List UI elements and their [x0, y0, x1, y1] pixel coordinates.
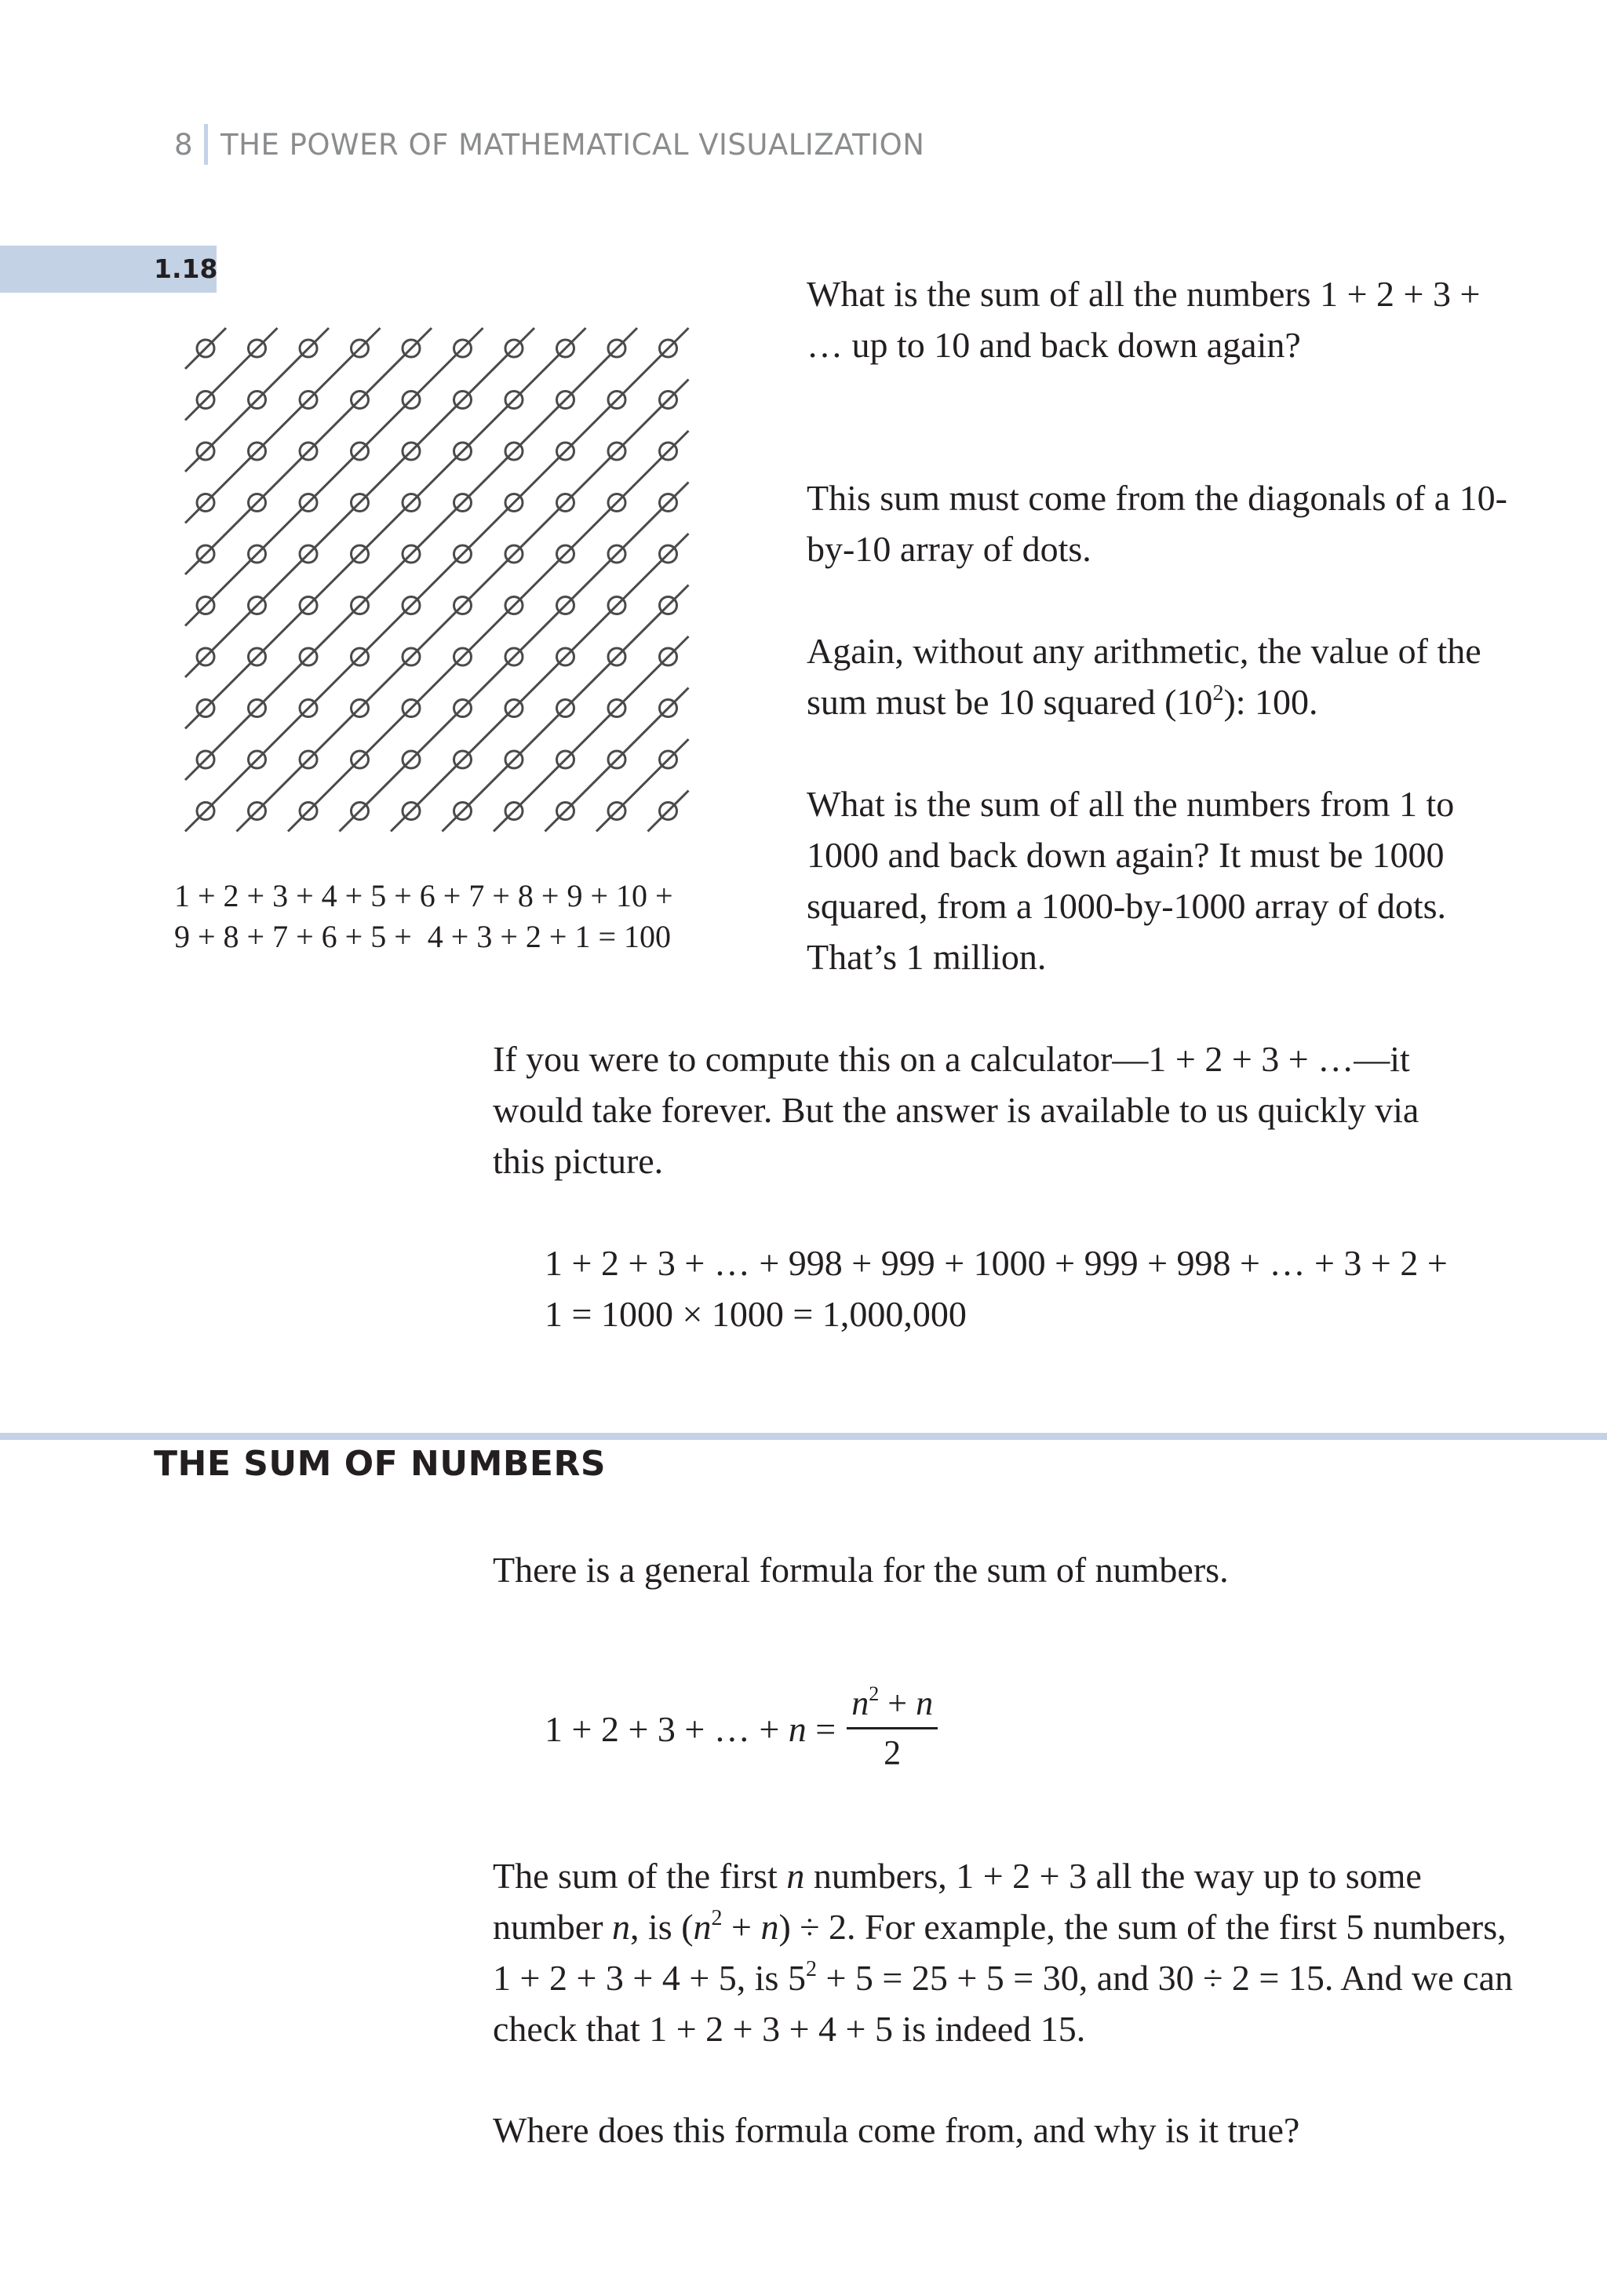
- explain-text-2: numbers, 1 + 2 + 3 all the way up to some number: [493, 1856, 1422, 1947]
- running-header: [174, 124, 924, 165]
- explain-text-3: , is (: [630, 1907, 694, 1947]
- diagonal-line: [185, 328, 586, 729]
- value-paragraph: [807, 625, 1513, 727]
- grid-dot: [300, 494, 317, 512]
- grid-dot: [557, 494, 574, 512]
- explain-n-2: n: [612, 1907, 631, 1947]
- grid-dot: [403, 700, 420, 717]
- grid-dot: [352, 443, 369, 460]
- numerator-plus: +: [879, 1683, 916, 1722]
- numerator-exponent: 2: [869, 1682, 880, 1705]
- grid-dot: [505, 751, 523, 768]
- grid-dot: [403, 545, 420, 563]
- grid-dot: [454, 648, 472, 665]
- grid-dot: [300, 340, 317, 357]
- grid-dot: [660, 392, 677, 409]
- grid-dot: [660, 597, 677, 614]
- explain-text-6: + 5 = 25 + 5 = 30, and 30 ÷ 2 = 15. And we can check that 1 + 2 + 3 + 4 + 5 is indeed 15.: [493, 1958, 1513, 2049]
- grid-dot: [557, 751, 574, 768]
- grid-dot: [352, 751, 369, 768]
- numerator-n-2: n: [916, 1683, 934, 1722]
- grid-dot: [608, 545, 625, 563]
- value-text: Again, without any arithmetic, the value of the sum must be 10 squared (10: [807, 631, 1481, 722]
- grid-dot: [249, 751, 266, 768]
- grid-dot: [608, 443, 625, 460]
- grid-dot: [249, 597, 266, 614]
- grid-dot: [249, 700, 266, 717]
- figure-caption: [174, 876, 723, 957]
- grid-dot: [352, 392, 369, 409]
- grid-dot: [505, 803, 523, 820]
- grid-dot: [660, 443, 677, 460]
- value-text-end: ): 100.: [1223, 682, 1318, 722]
- grid-dot: [197, 443, 214, 460]
- grid-dot: [403, 494, 420, 512]
- explain-exponent-1: 2: [711, 1906, 723, 1930]
- grid-dot: [505, 597, 523, 614]
- grid-dot: [608, 700, 625, 717]
- grid-dot: [557, 648, 574, 665]
- fraction-denominator: 2: [884, 1733, 902, 1772]
- million-paragraph: What is the sum of all the numbers from 1 to 1000 and back down again? It must be 1000 squared, from a 1000-by-1000 array of dots. That’s 1 million.: [807, 784, 1455, 977]
- intro-paragraph: There is a general formula for the sum of numbers.: [493, 1550, 1229, 1590]
- grid-dot: [505, 392, 523, 409]
- big-sum-equation: 1 + 2 + 3 + … + 998 + 999 + 1000 + 999 + 998 + … + 3 + 2 + 1 = 1000 × 1000 = 1,000,000: [545, 1243, 1448, 1334]
- diagonals-paragraph: This sum must come from the diagonals of a 10-by-10 array of dots.: [807, 478, 1508, 569]
- grid-dot: [249, 443, 266, 460]
- explain-text-1: The sum of the first: [493, 1856, 787, 1896]
- grid-dot: [197, 494, 214, 512]
- grid-dot: [249, 545, 266, 563]
- grid-dot: [557, 803, 574, 820]
- grid-dot: [197, 545, 214, 563]
- diagonal-line: [494, 636, 689, 832]
- formula-lhs: 1 + 2 + 3 + … +: [545, 1708, 789, 1749]
- header-divider: [204, 124, 208, 165]
- grid-dot: [300, 648, 317, 665]
- grid-dot: [608, 648, 625, 665]
- grid-dot: [557, 443, 574, 460]
- grid-dot: [608, 494, 625, 512]
- grid-dot: [557, 700, 574, 717]
- section-heading: THE SUM OF NUMBERS: [154, 1444, 607, 1484]
- grid-dot: [352, 340, 369, 357]
- grid-dot: [352, 545, 369, 563]
- grid-dot: [608, 597, 625, 614]
- formula-n: n: [788, 1708, 807, 1749]
- grid-dot: [403, 392, 420, 409]
- grid-dot: [300, 545, 317, 563]
- grid-dot: [352, 597, 369, 614]
- grid-dot: [660, 700, 677, 717]
- grid-dot: [300, 751, 317, 768]
- grid-dot: [249, 340, 266, 357]
- fraction-numerator: [847, 1682, 938, 1729]
- grid-dot: [608, 340, 625, 357]
- grid-dot: [300, 597, 317, 614]
- book-title: THE POWER OF MATHEMATICAL VISUALIZATION: [220, 127, 925, 162]
- grid-dot: [197, 597, 214, 614]
- grid-dot: [249, 803, 266, 820]
- figure-label: 1.18: [0, 246, 217, 293]
- grid-dot: [300, 700, 317, 717]
- grid-dot: [660, 545, 677, 563]
- grid-dot: [505, 648, 523, 665]
- section-divider: [0, 1433, 1607, 1440]
- grid-dot: [197, 648, 214, 665]
- formula-equals: =: [806, 1708, 836, 1749]
- grid-dot: [300, 803, 317, 820]
- explain-n-4: n: [760, 1907, 779, 1947]
- formula-fraction: [847, 1682, 938, 1773]
- grid-dot: [608, 751, 625, 768]
- explain-text-4: +: [722, 1907, 761, 1947]
- grid-dot: [454, 443, 472, 460]
- explain-n-3: n: [693, 1907, 712, 1947]
- grid-dot: [454, 751, 472, 768]
- grid-dot: [300, 443, 317, 460]
- grid-dot: [557, 392, 574, 409]
- grid-dot: [660, 648, 677, 665]
- grid-dot: [454, 803, 472, 820]
- grid-dot: [197, 751, 214, 768]
- exponent: 2: [1212, 681, 1224, 705]
- grid-dot: [403, 751, 420, 768]
- grid-dot: [454, 597, 472, 614]
- grid-dot: [352, 803, 369, 820]
- grid-dot: [454, 340, 472, 357]
- grid-dot: [197, 700, 214, 717]
- explain-text-5: ) ÷ 2. For example, the sum of the first 5 numbers, 1 + 2 + 3 + 4 + 5, is 5: [493, 1907, 1507, 1998]
- grid-dot: [352, 648, 369, 665]
- explain-n-1: n: [786, 1856, 805, 1896]
- grid-dot: [505, 545, 523, 563]
- grid-dot: [505, 494, 523, 512]
- grid-dot: [403, 443, 420, 460]
- explain-exponent-2: 2: [805, 1957, 817, 1981]
- grid-dot: [454, 700, 472, 717]
- grid-dot: [300, 392, 317, 409]
- diagonal-line: [288, 431, 689, 832]
- grid-dot: [403, 597, 420, 614]
- grid-dot: [660, 751, 677, 768]
- grid-dot: [352, 494, 369, 512]
- grid-dot: [403, 648, 420, 665]
- grid-dot: [197, 803, 214, 820]
- grid-dot: [197, 392, 214, 409]
- grid-dot: [454, 545, 472, 563]
- dot-array-figure: [171, 312, 695, 836]
- question-paragraph: What is the sum of all the numbers 1 + 2 + 3 + … up to 10 and back down again?: [807, 274, 1481, 365]
- grid-dot: [557, 597, 574, 614]
- grid-dot: [557, 545, 574, 563]
- grid-dot: [249, 494, 266, 512]
- grid-dot: [660, 494, 677, 512]
- sum-formula: [545, 1682, 938, 1772]
- grid-dot: [608, 392, 625, 409]
- grid-dot: [505, 443, 523, 460]
- grid-dot: [403, 803, 420, 820]
- grid-dot: [660, 340, 677, 357]
- grid-dot: [454, 392, 472, 409]
- grid-dot: [249, 648, 266, 665]
- grid-dot: [660, 803, 677, 820]
- grid-dot: [352, 700, 369, 717]
- caption-line-1: 1 + 2 + 3 + 4 + 5 + 6 + 7 + 8 + 9 + 10 +: [174, 878, 673, 913]
- grid-dot: [403, 340, 420, 357]
- grid-dot: [557, 340, 574, 357]
- grid-dot: [505, 700, 523, 717]
- grid-dot: [608, 803, 625, 820]
- explanation-paragraph: [493, 1850, 1513, 2054]
- page-number: 8: [174, 127, 194, 162]
- diagonal-line: [185, 328, 381, 523]
- caption-line-2: 9 + 8 + 7 + 6 + 5 + 4 + 3 + 2 + 1 = 100: [174, 919, 672, 954]
- calculator-paragraph: If you were to compute this on a calculator—1 + 2 + 3 + …—it would take forever. But the answer is available to us quickly via this picture.: [493, 1039, 1419, 1181]
- grid-dot: [454, 494, 472, 512]
- numerator-n: n: [851, 1683, 869, 1722]
- grid-dot: [249, 392, 266, 409]
- closing-question: Where does this formula come from, and why is it true?: [493, 2110, 1300, 2150]
- grid-dot: [505, 340, 523, 357]
- grid-dot: [197, 340, 214, 357]
